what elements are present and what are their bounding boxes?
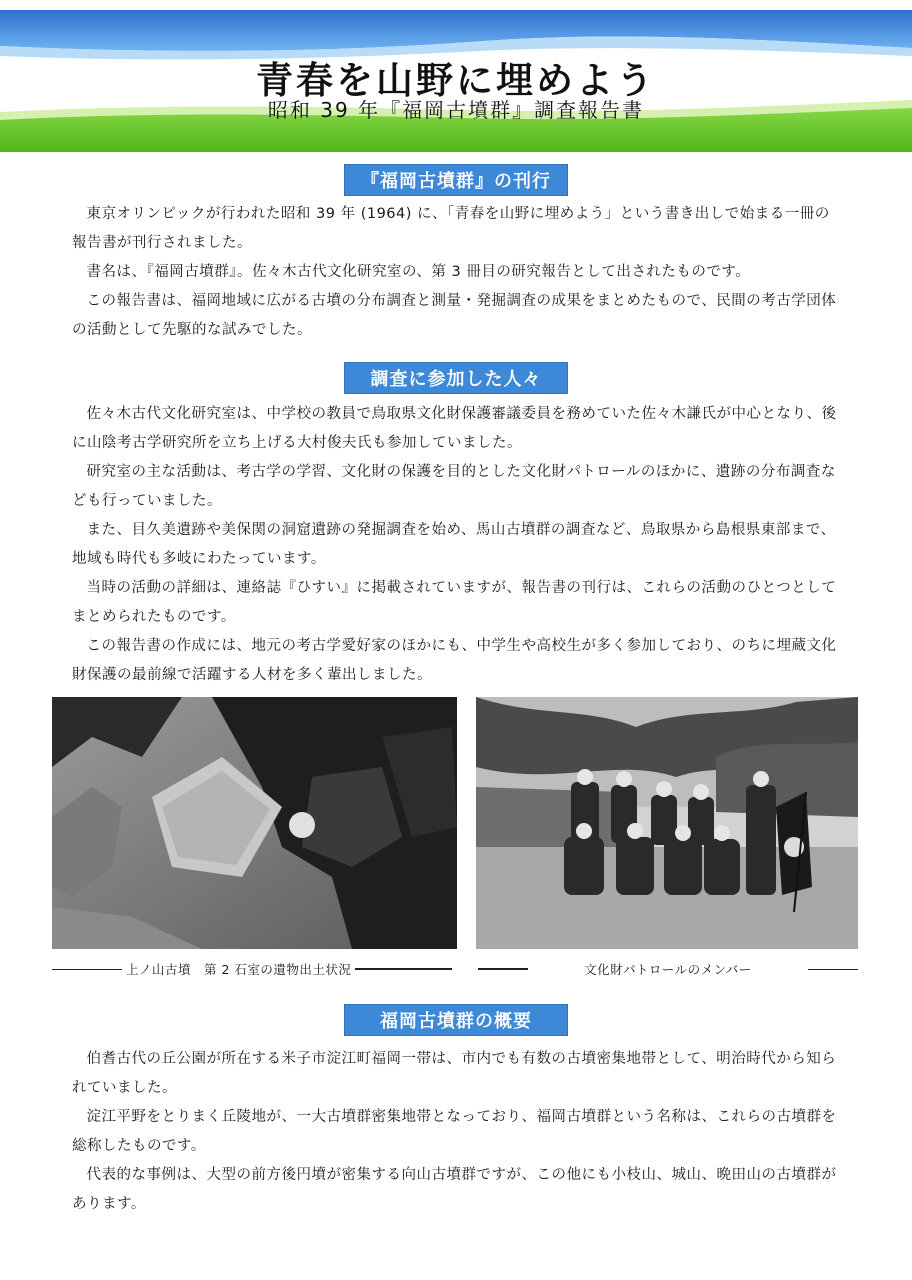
caption-rule: [808, 969, 858, 970]
paragraph: 淀江平野をとりまく丘陵地が、一大古墳群密集地帯となっており、福岡古墳群という名称は、これらの古墳群を総称したものです。: [72, 1109, 837, 1154]
photo-patrol-members: [476, 697, 858, 949]
paragraph: 研究室の主な活動は、考古学の学習、文化財の保護を目的とした文化財パトロールのほかに、遺跡の分布調査なども行っていました。: [72, 464, 836, 509]
section-heading-publication: 『福岡古墳群』の刊行: [344, 164, 568, 196]
caption-rule: [355, 968, 452, 970]
section-heading-overview: 福岡古墳群の概要: [344, 1004, 568, 1036]
paragraph: この報告書の作成には、地元の考古学愛好家のほかにも、中学生や高校生が多く参加しており、のちに埋蔵文化財保護の最前線で活躍する人材を多く輩出しました。: [72, 638, 837, 683]
paragraph: 東京オリンピックが行われた昭和 39 年 (1964) に、「青春を山野に埋めよう」という書き出しで始まる一冊の報告書が刊行されました。: [72, 206, 830, 251]
photo-caption-row-2: [478, 960, 858, 978]
paragraph: 書名は、『福岡古墳群』。佐々木古代文化研究室の、第 3 冊目の研究報告として出されたものです。: [86, 264, 751, 280]
page-subtitle: 昭和 39 年『福岡古墳群』調査報告書: [267, 98, 645, 122]
section-heading-participants: 調査に参加した人々: [344, 362, 568, 394]
paragraph: また、目久美遺跡や美保関の洞窟遺跡の発掘調査を始め、馬山古墳群の調査など、鳥取県から島根県東部まで、地域も時代も多岐にわたっています。: [72, 522, 836, 567]
paragraph: 当時の活動の詳細は、連絡誌『ひすい』に掲載されていますが、報告書の刊行は、これらの活動のひとつとしてまとめられたものです。: [72, 580, 837, 625]
paragraph: この報告書は、福岡地域に広がる古墳の分布調査と測量・発掘調査の成果をまとめたもので、民間の考古学団体の活動として先駆的な試みでした。: [72, 293, 837, 338]
paragraph: 代表的な事例は、大型の前方後円墳が密集する向山古墳群ですが、この他にも小枝山、城山、晩田山の古墳群があります。: [72, 1167, 837, 1212]
header-banner: [0, 0, 912, 152]
photo-caption-row-1: [52, 960, 452, 978]
caption-rule: [52, 969, 122, 970]
paragraph: 佐々木古代文化研究室は、中学校の教員で鳥取県文化財保護審議委員を務めていた佐々木謙氏が中心となり、後に山陰考古学研究所を立ち上げる大村俊夫氏も参加していました。: [72, 406, 837, 451]
photo-caption: 文化財パトロールのメンバー: [584, 962, 752, 977]
caption-rule: [478, 968, 528, 970]
photo-caption: 上ノ山古墳 第 2 石室の遺物出土状況: [126, 962, 352, 977]
photo-stone-chamber: [52, 697, 457, 949]
page-title: 青春を山野に埋めよう: [256, 59, 656, 102]
paragraph: 伯耆古代の丘公園が所在する米子市淀江町福岡一帯は、市内でも有数の古墳密集地帯として、明治時代から知られていました。: [72, 1051, 837, 1096]
